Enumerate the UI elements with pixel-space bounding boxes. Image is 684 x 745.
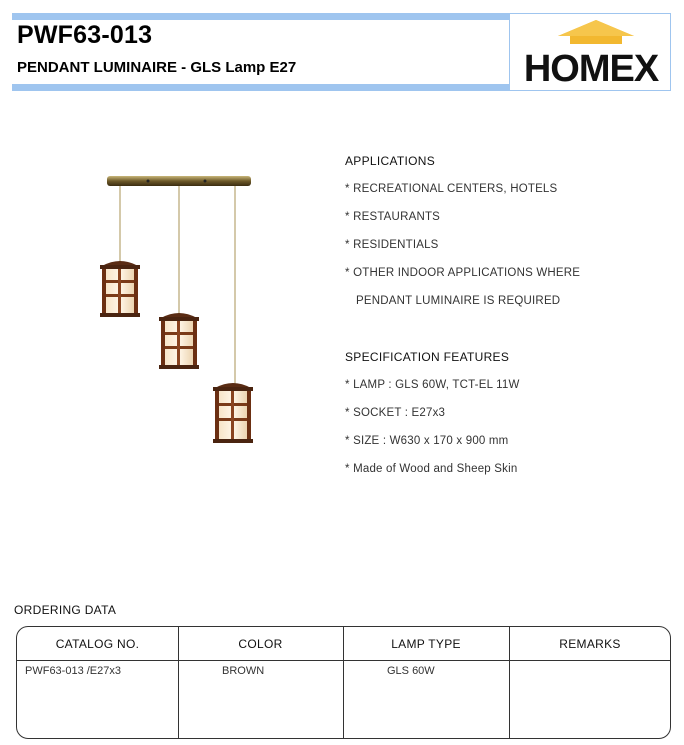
applications-title: APPLICATIONS [345, 154, 436, 168]
column-header-catalog: CATALOG NO. [55, 637, 140, 651]
spec-item: * LAMP : GLS 60W, TCT-EL 11W [345, 379, 520, 391]
house-roof-icon [510, 14, 672, 92]
column-header-lamp-type: LAMP TYPE [391, 637, 461, 651]
cell-color: BROWN [222, 665, 265, 677]
logo-text: HOMEX [523, 48, 659, 90]
header-divider [17, 660, 670, 661]
application-item: * RECREATIONAL CENTERS, HOTELS [345, 183, 558, 195]
ordering-data-title: ORDERING DATA [14, 603, 117, 617]
application-item: * RESIDENTIALS [345, 239, 439, 251]
application-item: * OTHER INDOOR APPLICATIONS WHERE [345, 267, 581, 279]
pendant-lamp-image [90, 170, 270, 455]
column-header-remarks: REMARKS [559, 637, 621, 651]
product-code: PWF63-013 [17, 21, 153, 49]
homex-logo [509, 13, 671, 91]
spec-item: * Made of Wood and Sheep Skin [345, 463, 518, 475]
spec-item: * SOCKET : E27x3 [345, 407, 446, 419]
ordering-table [16, 626, 671, 739]
header-bar-bottom [12, 84, 509, 91]
cell-catalog-no: PWF63-013 /E27x3 [25, 665, 121, 677]
column-header-color: COLOR [238, 637, 283, 651]
header-bar-top [12, 13, 509, 20]
application-item: PENDANT LUMINAIRE IS REQUIRED [356, 295, 561, 307]
application-item: * RESTAURANTS [345, 211, 441, 223]
specification-title: SPECIFICATION FEATURES [345, 350, 510, 364]
product-subtitle: PENDANT LUMINAIRE - GLS Lamp E27 [17, 59, 297, 76]
spec-item: * SIZE : W630 x 170 x 900 mm [345, 435, 509, 447]
cell-lamp-type: GLS 60W [387, 665, 435, 677]
